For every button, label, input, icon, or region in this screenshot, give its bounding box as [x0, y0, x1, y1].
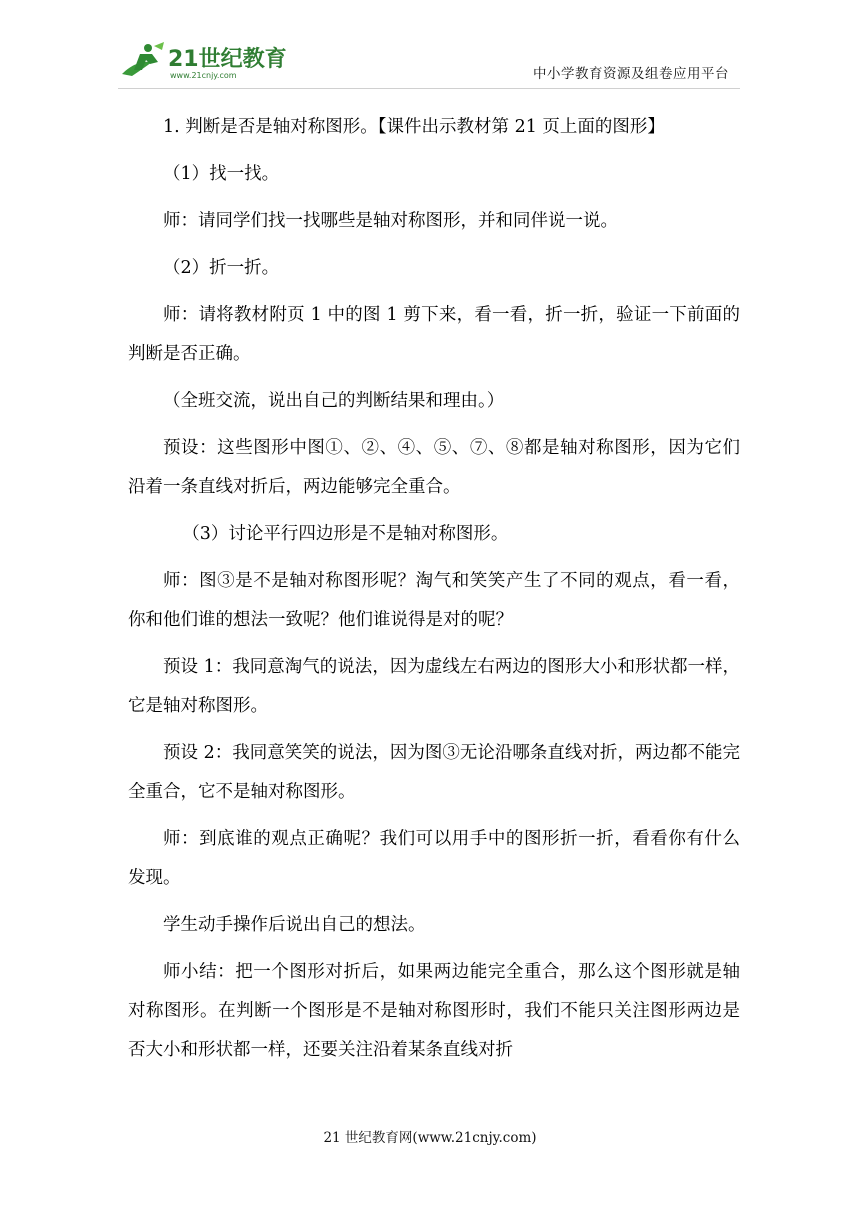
logo-url: www.21cnjy.com: [170, 71, 237, 80]
document-body: [128, 108, 740, 1078]
paragraph-9: 师：图③是不是轴对称图形呢？淘气和笑笑产生了不同的观点，看一看，你和他们谁的想法一致呢？他们谁说得是对的呢？: [128, 571, 740, 630]
logo: [118, 40, 288, 84]
paragraph-10: 预设 1：我同意淘气的说法，因为虚线左右两边的图形大小和形状都一样，它是轴对称图形。: [128, 657, 740, 716]
runner-logo-icon: [118, 40, 288, 84]
paragraph-12: 师：到底谁的观点正确呢？我们可以用手中的图形折一折，看看你有什么发现。: [128, 829, 740, 888]
header-tagline: 中小学教育资源及组卷应用平台: [533, 66, 729, 82]
paragraph-11: 预设 2：我同意笑笑的说法，因为图③无论沿哪条直线对折，两边都不能完全重合，它不是轴对称图形。: [128, 743, 740, 802]
paragraph-1: 1. 判断是否是轴对称图形。【课件出示教材第 21 页上面的图形】: [163, 117, 665, 137]
header-divider: [118, 88, 740, 89]
paragraph-7: 预设：这些图形中图①、②、④、⑤、⑦、⑧都是轴对称图形，因为它们沿着一条直线对折后，两边能够完全重合。: [128, 438, 740, 497]
page-header: [0, 0, 860, 90]
paragraph-6: （全班交流，说出自己的判断结果和理由。）: [163, 391, 505, 411]
paragraph-4: （2）折一折。: [163, 258, 280, 278]
paragraph-8: （3）讨论平行四边形是不是轴对称图形。: [182, 524, 509, 544]
paragraph-13: 学生动手操作后说出自己的想法。: [163, 915, 426, 935]
paragraph-5: 师：请将教材附页 1 中的图 1 剪下来，看一看，折一折，验证一下前面的判断是否正确。: [128, 305, 740, 364]
page-footer: 21 世纪教育网(www.21cnjy.com): [323, 1130, 537, 1146]
paragraph-2: （1）找一找。: [163, 164, 280, 184]
paragraph-14: 师小结：把一个图形对折后，如果两边能完全重合，那么这个图形就是轴对称图形。在判断一个图形是不是轴对称图形时，我们不能只关注图形两边是否大小和形状都一样，还要关注沿着某条直线对折: [128, 962, 740, 1060]
logo-text: 21世纪教育: [168, 47, 287, 72]
paragraph-3: 师：请同学们找一找哪些是轴对称图形，并和同伴说一说。: [163, 211, 618, 231]
